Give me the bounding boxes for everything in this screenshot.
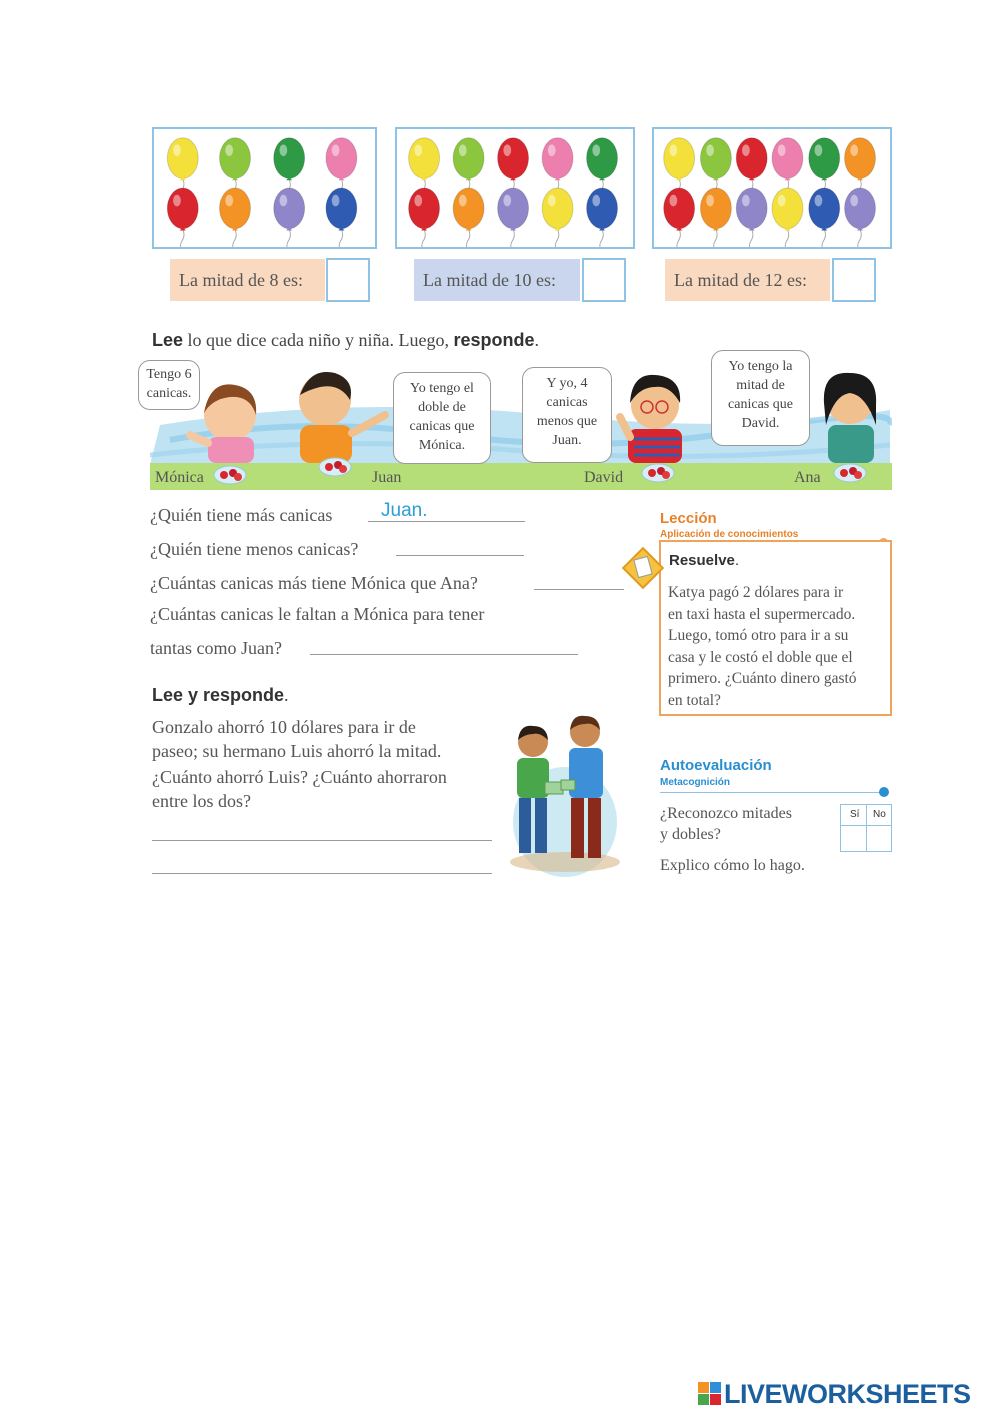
instr-end: . [534, 330, 539, 350]
purple-balloon [498, 188, 529, 247]
speech-bubble-ana: Yo tengo la mitad de canicas que David. [711, 350, 810, 446]
no-header: No [873, 809, 886, 820]
lesson-text-line: en taxi hasta el supermercado. [668, 605, 856, 623]
marble-bowl-david [642, 464, 674, 482]
lesson-text-line: primero. ¿Cuánto dinero gastó [668, 670, 857, 687]
lesson-text [668, 582, 857, 711]
speech-bubble-monica: Tengo 6 canicas. [138, 360, 200, 410]
lesson-text-line: Katya pagó 2 dólares para ir [668, 584, 844, 601]
name-ana: Ana [794, 469, 821, 486]
half-of-8-label: La mitad de 8 es: [170, 259, 325, 301]
ground-strip [150, 463, 892, 490]
red-balloon [167, 188, 198, 247]
problem-line-2: paseo; su hermano Luis ahorró la mitad. [152, 741, 442, 761]
yes-no-table [840, 804, 892, 852]
balloons-10 [397, 129, 633, 247]
lesson-heading-bold: Resuelve [669, 552, 735, 569]
liveworksheets-logo [698, 1378, 971, 1410]
yellow-balloon [772, 188, 803, 247]
red-balloon [409, 188, 440, 247]
balloons-8 [154, 129, 375, 247]
self-eval-divider [660, 792, 885, 793]
half-of-10-answer-box[interactable] [582, 258, 626, 302]
self-eval-question-1: ¿Reconozco mitades [660, 805, 792, 822]
lesson-subtitle: Aplicación de conocimientos [660, 529, 799, 540]
orange-balloon [700, 188, 731, 247]
problem-answer-line-1[interactable] [152, 840, 492, 841]
orange-balloon [453, 188, 484, 247]
lesson-text-line: en total? [668, 691, 721, 709]
red-balloon [664, 188, 695, 247]
no-checkbox[interactable] [867, 826, 892, 851]
answer-line-1[interactable] [368, 521, 525, 522]
name-david: David [584, 469, 624, 486]
blue-balloon [326, 188, 357, 247]
orange-balloon [220, 188, 251, 247]
yellow-balloon [542, 188, 573, 247]
problem-answer-line-2[interactable] [152, 873, 492, 874]
self-eval-question-2: y dobles? [660, 826, 721, 843]
half-of-10-label: La mitad de 10 es: [414, 259, 580, 301]
yes-header: Sí [850, 809, 860, 820]
answer-most-marbles[interactable]: Juan. [381, 500, 428, 521]
instr-mid: lo que dice cada niño y niña. Luego, [183, 330, 454, 350]
problem-line-1: Gonzalo ahorró 10 dólares para ir de [152, 717, 416, 737]
david-figure [620, 375, 682, 463]
balloon-panel-12 [652, 127, 892, 249]
balloon-panel-8 [152, 127, 377, 249]
name-monica: Mónica [155, 469, 204, 486]
instruction-read-respond [152, 330, 539, 351]
question-most-marbles: ¿Quién tiene más canicas [150, 505, 333, 525]
answer-line-4[interactable] [310, 654, 578, 655]
lesson-text-line: Luego, tomó otro para ir a su [668, 627, 849, 644]
question-fewest-marbles: ¿Quién tiene menos canicas? [150, 539, 359, 559]
self-eval-explain: Explico cómo lo hago. [660, 857, 805, 874]
speech-bubble-juan: Yo tengo el doble de canicas que Mónica. [393, 372, 491, 464]
problem-line-3: ¿Cuánto ahorró Luis? ¿Cuánto ahorraron [152, 767, 447, 787]
problem-line-4: entre los dos? [152, 791, 251, 811]
speech-bubble-david: Y yo, 4 canicas menos que Juan. [522, 367, 612, 463]
balloon-panel-10 [395, 127, 635, 249]
instr-bold-responde: responde [453, 330, 535, 350]
marble-bowl-juan [319, 458, 351, 476]
instr-bold-lee: Lee [152, 330, 184, 350]
question-how-many-missing-a: ¿Cuántas canicas le faltan a Mónica para tener [150, 604, 485, 624]
purple-balloon [736, 188, 767, 247]
question-how-many-missing-b: tantas como Juan? [150, 638, 282, 658]
liveworksheets-brand-text: LIVEWORKSHEETS [724, 1378, 971, 1409]
lesson-text-line: casa y le costó el doble que el [668, 648, 853, 666]
blue-balloon [587, 188, 618, 247]
self-eval-subtitle: Metacognición [660, 777, 731, 788]
answer-line-2[interactable] [396, 555, 524, 556]
name-juan: Juan [372, 469, 402, 486]
half-of-8-answer-box[interactable] [326, 258, 370, 302]
balloons-12 [654, 129, 890, 247]
purple-balloon [845, 188, 876, 247]
instr2-end: . [284, 685, 289, 705]
lesson-title: Lección [660, 510, 717, 527]
lesson-heading [669, 552, 739, 569]
lesson-note-icon [620, 545, 666, 591]
yes-checkbox[interactable] [841, 826, 866, 851]
half-of-12-answer-box[interactable] [832, 258, 876, 302]
self-eval-title: Autoevaluación [660, 757, 772, 774]
answer-line-3[interactable] [534, 589, 624, 590]
marble-bowl-ana [834, 464, 866, 482]
lesson-heading-end: . [734, 552, 740, 569]
instr2-bold: Lee y responde [152, 685, 285, 705]
liveworksheets-logo-icon [698, 1382, 722, 1406]
boys-illustration [505, 712, 625, 877]
purple-balloon [274, 188, 305, 247]
question-how-many-more: ¿Cuántas canicas más tiene Mónica que Ana? [150, 573, 478, 593]
half-of-12-label: La mitad de 12 es: [665, 259, 830, 301]
marble-bowl-monica [214, 466, 246, 484]
blue-balloon [809, 188, 840, 247]
instruction-read-and-respond [152, 685, 289, 706]
self-eval-divider-dot [879, 787, 889, 797]
